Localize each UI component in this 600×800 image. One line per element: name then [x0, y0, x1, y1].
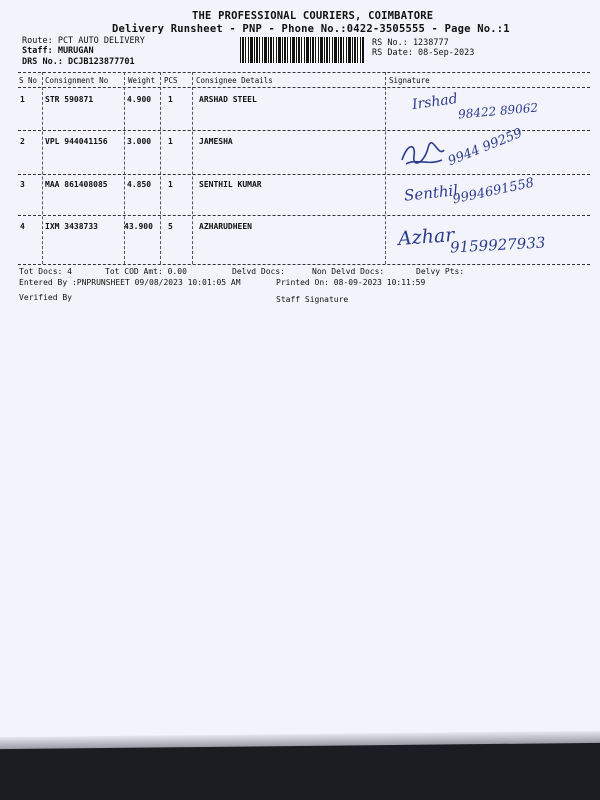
signature-irshad: Irshad [411, 90, 459, 114]
col-divider [160, 72, 161, 264]
staff-signature-label: Staff Signature [276, 295, 349, 304]
col-header-consignee: Consignee Details [196, 76, 273, 85]
row-3-sno: 3 [20, 180, 25, 189]
col-header-pcs: PCS [164, 76, 178, 85]
verified-by-label: Verified By [19, 293, 72, 302]
row-1-consignee: ARSHAD STEEL [199, 95, 257, 104]
row-3-consignee: SENTHIL KUMAR [199, 180, 262, 189]
printed-on: Printed On: 08-09-2023 10:11:59 [276, 278, 426, 287]
non-delivered-docs: Non Delvd Docs: [312, 267, 385, 276]
row-4-consignee: AZHARUDHEEN [199, 222, 252, 231]
signature-phone-3: 9994691558 [451, 175, 536, 208]
col-divider [192, 72, 193, 264]
row-rule [18, 174, 590, 175]
signature-senthil: Senthil [403, 181, 459, 205]
row-3-consignment: MAA 861408085 [45, 180, 108, 189]
entered-by: Entered By :PNPRUNSHEET 09/08/2023 10:01:05 AM [19, 278, 241, 287]
route-label: Route: PCT AUTO DELIVERY [22, 36, 145, 46]
header-top-rule [18, 72, 590, 73]
signature-phone-4: 9159927933 [449, 233, 546, 257]
rs-date: RS Date: 08-Sep-2023 [372, 48, 475, 58]
col-header-weight: Weight [128, 76, 156, 85]
signature-phone-2: 9944 99259 [446, 125, 525, 170]
rs-number: RS No.: 1238777 [372, 38, 449, 48]
row-4-weight: 43.900 [124, 222, 153, 231]
col-header-sno: S No [19, 76, 38, 85]
row-2-sno: 2 [20, 137, 25, 146]
row-rule [18, 215, 590, 216]
header-bottom-rule [18, 87, 590, 88]
drs-number: DRS No.: DCJB123877701 [22, 57, 135, 67]
row-2-consignment: VPL 944041156 [45, 137, 108, 146]
staff-label: Staff: MURUGAN [22, 46, 94, 56]
table-bottom-rule [18, 264, 590, 265]
col-divider [124, 72, 125, 264]
row-2-pcs: 1 [168, 137, 173, 146]
row-2-weight: 3.000 [127, 137, 152, 146]
total-cod-amount: Tot COD Amt: 0.00 [105, 267, 187, 276]
row-3-pcs: 1 [168, 180, 173, 189]
col-divider [385, 72, 386, 264]
delivered-docs: Delvd Docs: [232, 267, 285, 276]
drs-barcode [240, 37, 364, 63]
company-name: THE PROFESSIONAL COURIERS, COIMBATORE [192, 10, 434, 22]
row-1-consignment: STR 590871 [45, 95, 94, 104]
col-header-consignment: Consignment No [45, 76, 109, 85]
delivery-points: Delvy Pts: [416, 267, 465, 276]
row-2-consignee: JAMESHA [199, 137, 233, 146]
row-1-weight: 4.900 [127, 95, 152, 104]
col-header-signature: Signature [389, 76, 430, 85]
row-4-pcs: 5 [168, 222, 173, 231]
total-docs: Tot Docs: 4 [19, 267, 72, 276]
row-4-consignment: IXM 3438733 [45, 222, 98, 231]
row-1-pcs: 1 [168, 95, 173, 104]
signature-phone-1: 98422 89062 [457, 100, 539, 122]
signature-scribble [398, 138, 448, 170]
row-1-sno: 1 [20, 95, 25, 104]
row-3-weight: 4.850 [127, 180, 152, 189]
signature-azhar: Azhar [397, 224, 456, 250]
col-divider [42, 72, 43, 264]
runsheet-subtitle: Delivery Runsheet - PNP - Phone No.:0422-3505555 - Page No.:1 [112, 23, 510, 35]
row-4-sno: 4 [20, 222, 25, 231]
